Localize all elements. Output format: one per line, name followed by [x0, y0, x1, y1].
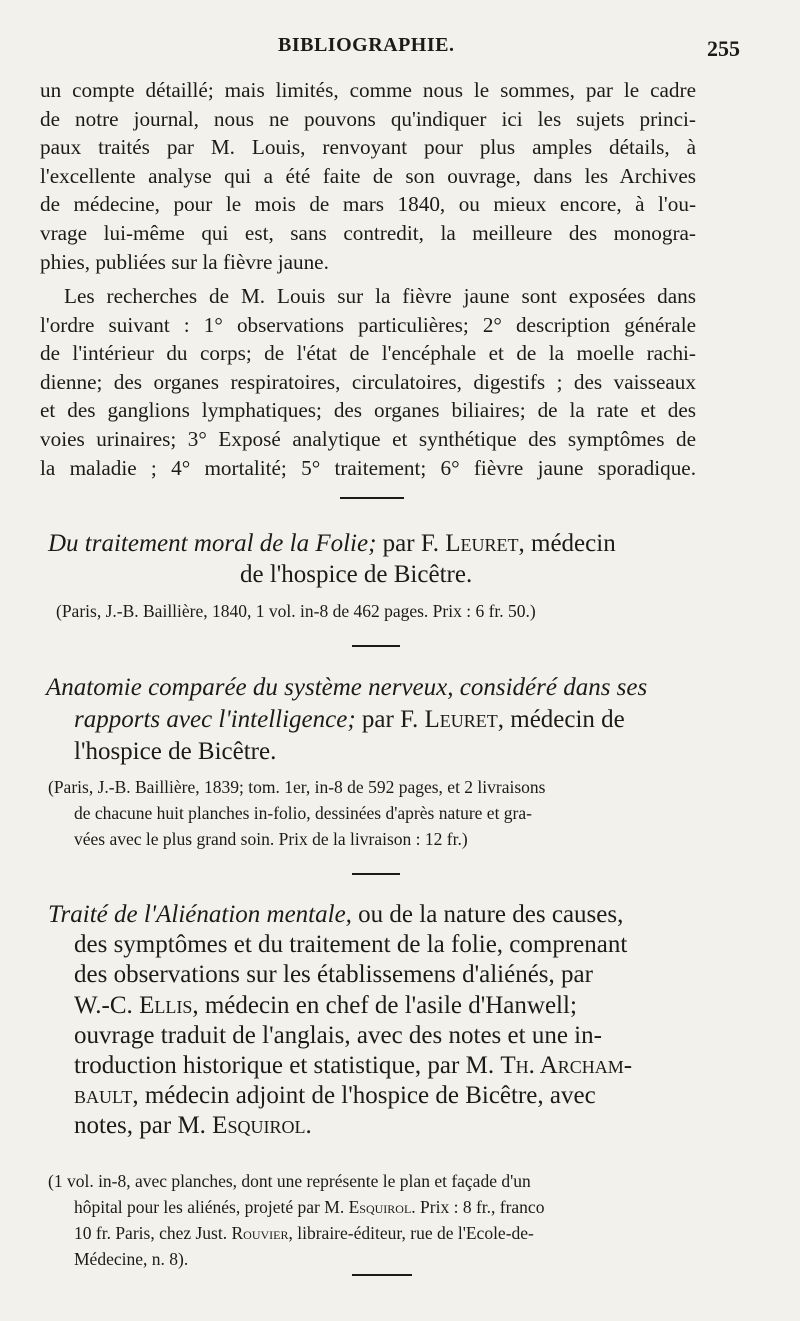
page-number: 255 [707, 36, 740, 61]
pub-text: , libraire-éditeur, rue de l'Ecole-de- [288, 1223, 534, 1243]
author-name: Leuret [424, 706, 498, 733]
text-line: de l'intérieur du corps; de l'état de l'encéphale et de la moelle rachi- [40, 341, 696, 366]
pub-line: vées avec le plus grand soin. Prix de la livraison : 12 fr.) [74, 829, 468, 849]
text-line: et des ganglions lymphatiques; des organes biliaires; de la rate et des [40, 398, 696, 423]
text-line: de notre journal, nous ne pouvons qu'indiquer ici les sujets princi- [40, 106, 696, 131]
author-name: Th. Archam- [500, 1052, 633, 1080]
entry-title-alienation-mentale [40, 900, 700, 1142]
title-line: des symptômes et du traitement de la folie, comprenant [74, 931, 628, 959]
pub-text: hôpital pour les aliénés, projeté par M. [74, 1197, 349, 1217]
text-line: Les recherches de M. Louis sur la fièvre jaune sont exposées dans [64, 284, 696, 308]
paragraph-louis-contents [40, 282, 696, 482]
title-text: , médecin en chef de l'asile d'Hanwell; [192, 991, 577, 1019]
title-text: W.-C. [74, 991, 140, 1019]
title-line [40, 1081, 700, 1111]
title-text: par F. [355, 706, 425, 733]
pub-text: . Prix : 8 fr., franco [411, 1197, 545, 1217]
text-line: la maladie ; 4° mortalité; 5° traitement; 6° fièvre jaune sporadique. [40, 455, 696, 480]
publisher-name: Rouvier [231, 1223, 289, 1243]
author-name: Ellis [139, 991, 193, 1019]
text-line: dienne; des organes respiratoires, circulatoires, digestifs ; des vaisseaux [40, 369, 696, 394]
text-line: voies urinaires; 3° Exposé analytique et synthétique des symptômes de [40, 426, 696, 451]
title-text: , médecin de [497, 706, 625, 733]
title-text: . [305, 1112, 312, 1140]
title-text: ou de la nature des causes, [351, 901, 624, 928]
author-name: Leuret [445, 530, 519, 557]
entry-title-anatomie-comparee [40, 672, 700, 768]
title-line [40, 991, 700, 1021]
pub-line: de chacune huit planches in-folio, dessinées d'après nature et gra- [74, 803, 532, 823]
title-line: ouvrage traduit de l'anglais, avec des notes et une in- [74, 1021, 602, 1049]
pub-line: (Paris, J.-B. Baillière, 1839; tom. 1er, in-8 de 592 pages, et 2 livraisons [48, 777, 546, 797]
title-text: par F. [376, 530, 446, 557]
section-rule [340, 497, 404, 499]
section-rule [352, 1274, 412, 1276]
pub-line: Médecine, n. 8). [74, 1249, 189, 1269]
title-italic: rapports avec l'intelligence; [74, 706, 356, 733]
title-line [40, 900, 700, 930]
pub-line [40, 1194, 700, 1220]
title-line [40, 1051, 700, 1081]
pub-line: (1 vol. in-8, avec planches, dont une représente le plan et façade d'un [48, 1171, 531, 1191]
section-rule [352, 645, 400, 647]
title-text: troduction historique et statistique, par M. [74, 1052, 501, 1080]
title-text: notes, par M. [74, 1112, 213, 1140]
title-line [40, 1111, 700, 1141]
publication-info [40, 1168, 700, 1272]
title-line: Anatomie comparée du système nerveux, considéré dans ses [46, 674, 648, 701]
author-name: Esquirol [212, 1112, 306, 1140]
title-italic: Du traitement moral de la Folie; [48, 530, 377, 557]
paragraph-louis-summary [40, 76, 696, 276]
text-line: vrage lui-même qui est, sans contredit, la meilleure des monogra- [40, 220, 696, 245]
publication-info [40, 774, 700, 852]
author-name: bault [74, 1082, 133, 1110]
title-line: des observations sur les établissemens d'aliénés, par [74, 961, 593, 989]
text-line: un compte détaillé; mais limités, comme nous le sommes, par le cadre [40, 78, 696, 102]
text-line: l'ordre suivant : 1° observations particulières; 2° description générale [40, 312, 696, 337]
pub-text: 10 fr. Paris, chez Just. [74, 1223, 232, 1243]
title-text: , médecin adjoint de l'hospice de Bicêtre, avec [132, 1082, 596, 1110]
title-line [40, 704, 700, 736]
running-head [40, 34, 740, 64]
author-name: Esquirol [348, 1197, 412, 1217]
text-line: de médecine, pour le mois de mars 1840, ou mieux encore, à l'ou- [40, 192, 696, 217]
title-line [40, 528, 700, 559]
entry-title-traitement-moral [40, 528, 700, 590]
text-line: paux traités par M. Louis, renvoyant pour plus amples détails, à [40, 135, 696, 160]
running-title: BIBLIOGRAPHIE. [278, 34, 455, 56]
title-italic: Traité de l'Aliénation mentale, [48, 901, 352, 928]
title-line: de l'hospice de Bicêtre. [240, 561, 473, 588]
title-text: , médecin [518, 530, 616, 557]
pub-line [40, 1220, 700, 1246]
text-line: phies, publiées sur la fièvre jaune. [40, 249, 329, 274]
text-line: l'excellente analyse qui a été faite de son ouvrage, dans les Archives [40, 163, 696, 188]
section-rule [352, 873, 400, 875]
title-line: l'hospice de Bicêtre. [74, 738, 277, 765]
publication-info: (Paris, J.-B. Baillière, 1840, 1 vol. in-8 de 462 pages. Prix : 6 fr. 50.) [56, 601, 536, 621]
